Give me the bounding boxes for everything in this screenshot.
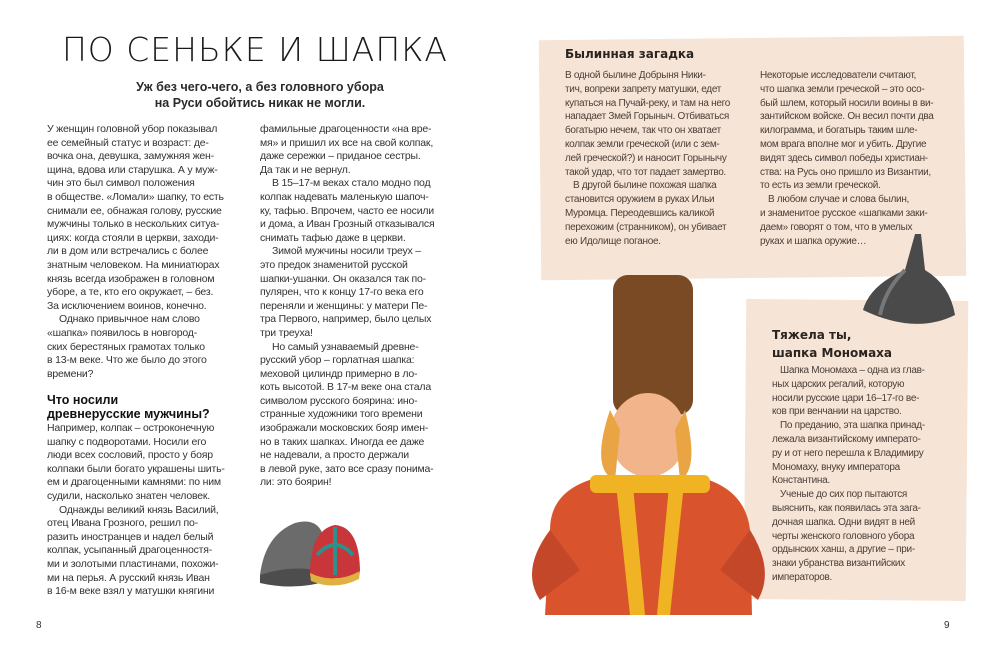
- text-line: зантийском войске. Он весил почти два: [760, 111, 934, 123]
- text-line: пулярен, что к концу 17-го века его: [260, 286, 424, 299]
- text-line: «шапка» появилось в новгород-: [47, 326, 198, 339]
- text-line: Однако привычное нам слово: [59, 313, 200, 326]
- text-line: руках и шапка оружие…: [760, 235, 867, 247]
- text-line: В 15–17-м веках стало модно под: [272, 177, 431, 190]
- text-line: судили, насколько знатен человек.: [47, 489, 210, 502]
- heading-line: древнерусские мужчины?: [47, 406, 210, 421]
- column-2: [260, 123, 434, 490]
- boyar-illustration: [520, 270, 770, 615]
- text-line: отец Ивана Грозного, решил по-: [47, 517, 198, 530]
- subtitle-line: Уж без чего-чего, а без головного убора: [136, 80, 384, 94]
- text-line: но в таких шапках. Иногда ее даже: [260, 435, 425, 448]
- text-line: ли: это боярин!: [260, 476, 332, 489]
- text-line: Ученые до сих пор пытаются: [780, 489, 908, 501]
- title-line: Тяжела ты,: [772, 328, 852, 342]
- text-line: ли в дом или встречались с более: [47, 245, 209, 258]
- text-line: люди всех сословий, просто у бояр: [47, 449, 213, 462]
- text-line: русский убор – горлатная шапка:: [260, 354, 415, 367]
- text-line: ков при венчании на царство.: [772, 406, 902, 418]
- text-line: Шапка Мономаха – одна из глав-: [780, 365, 925, 376]
- text-line: Да так и не вернул.: [260, 163, 351, 176]
- monomakh-text: [772, 364, 925, 585]
- text-line: знатным человеком. На миниатюрах: [47, 258, 220, 271]
- text-line: вочка она, девушка, замужняя жен-: [47, 150, 214, 163]
- text-line: колпак, усыпанный драгоценностя-: [47, 544, 213, 557]
- text-line: это предок знаменитой русской: [260, 258, 408, 271]
- text-line: ордынских ханш, а другие – при-: [772, 544, 915, 556]
- subtitle: [110, 79, 410, 111]
- text-line: циях: когда стояли в церкви, заходи-: [47, 231, 219, 244]
- text-line: мом врага вполне мог и убить. Другие: [760, 138, 927, 150]
- text-line: разить иностранцев и надел белый: [47, 530, 214, 543]
- text-line: императоров.: [772, 571, 832, 583]
- riddle-box-title: Былинная загадка: [565, 47, 695, 61]
- text-line: мя» и пришил их все на свой колпак,: [260, 136, 434, 149]
- text-line: дочная шапка. Одни видят в ней: [772, 516, 915, 528]
- text-line: в 13-м веке. Что же было до этого: [47, 354, 207, 367]
- text-line: щина, вдова или старушка. А у муж-: [47, 163, 218, 176]
- text-line: выяснить, как появилась эта зага-: [772, 502, 921, 514]
- text-line: Муромца. Переодевшись каликой: [565, 207, 715, 219]
- text-line: и знаменитое русское «шапками заки-: [760, 207, 928, 219]
- text-line: меховой цилиндр примерно в ло-: [260, 367, 418, 380]
- text-line: В другой былине похожая шапка: [573, 180, 717, 192]
- text-line: то есть из земли греческой.: [760, 180, 881, 192]
- section-heading: [47, 394, 210, 421]
- text-line: лей греческой?) и наносит Горынычу: [565, 152, 727, 164]
- text-line: Зимой мужчины носили треух –: [272, 245, 421, 258]
- text-line: перехожим (странником), он убивает: [565, 221, 727, 233]
- text-line: купаться на Пучай-реку, и там на него: [565, 97, 731, 109]
- text-line: ру и от него перешла к Владимиру: [772, 447, 924, 459]
- text-line: ее семейный статус и возраст: де-: [47, 136, 209, 149]
- text-line: князь всегда изображен в головном: [47, 272, 215, 285]
- text-line: нападает Змей Горыныч. Отбиваться: [565, 111, 729, 123]
- text-line: и дома, а Иван Грозный отказывался: [260, 218, 435, 231]
- text-line: ку, тафью. Впрочем, часто ее носили: [260, 204, 434, 217]
- face: [610, 393, 686, 477]
- text-line: коть высотой. В 17-м веке она стала: [260, 381, 431, 394]
- text-line: За исключением воинов, конечно.: [47, 299, 207, 312]
- text-line: шапку с подворотами. Носили его: [47, 435, 207, 448]
- page-number-left: 8: [36, 620, 42, 631]
- helmet-icon: [855, 230, 965, 335]
- text-line: становится оружием в руках Ильи: [565, 194, 715, 206]
- text-line: колпак надевать маленькую шапоч-: [260, 190, 429, 203]
- text-line: знаки убранства византийских: [772, 558, 905, 570]
- text-line: Однажды великий князь Василий,: [59, 503, 219, 516]
- text-line: ем и драгоценными камнями: по ним: [47, 476, 221, 489]
- text-line: что шапка земли греческой – это осо-: [760, 83, 925, 95]
- kaftan: [545, 475, 752, 615]
- text-line: чин это был символ положения: [47, 177, 195, 190]
- text-line: Например, колпак – остроконечную: [47, 422, 215, 434]
- text-line: странные художники того времени: [260, 408, 423, 421]
- text-line: ею Идолище поганое.: [565, 235, 661, 247]
- text-line: ных царских регалий, которую: [772, 378, 905, 390]
- text-line: колпак земли греческой (или с зем-: [565, 138, 720, 150]
- riddle-column-1: [565, 69, 730, 248]
- text-line: фамильные драгоценности «на вре-: [260, 123, 432, 135]
- text-line: такой удар, что тот падает замертво.: [565, 166, 727, 178]
- text-line: тра Первого, например, было целых: [260, 313, 432, 326]
- text-line: видят здесь символ победы христиан-: [760, 152, 928, 164]
- text-line: ми и золотыми пластинами, похожи-: [47, 557, 219, 570]
- text-line: переняли и женщины: у матери Пе-: [260, 299, 428, 312]
- page-title: ПО СЕНЬКЕ И ШАПКА: [61, 30, 449, 69]
- text-line: носили русские цари 16–17-го ве-: [772, 392, 920, 404]
- text-line: снимали ее, обнажая голову, русские: [47, 204, 222, 217]
- text-line: ских берестяных грамотах только: [47, 340, 205, 353]
- text-line: В одной былине Добрыня Ники-: [565, 70, 706, 81]
- text-line: лежала византийскому императо-: [772, 433, 921, 445]
- text-line: Константина.: [772, 475, 830, 487]
- text-line: символом русского боярина: ино-: [260, 394, 418, 407]
- text-line: не надевали, а просто держали: [260, 449, 409, 462]
- text-line: Но самый узнаваемый древне-: [272, 340, 419, 353]
- column-1-bottom: [47, 422, 225, 599]
- text-line: Мономаху, внуку императора: [772, 461, 900, 473]
- text-line: времени?: [47, 367, 94, 380]
- text-line: даже сережки – приданое сестры.: [260, 150, 421, 163]
- heading-line: Что носили: [47, 393, 119, 407]
- text-line: снимать тафью даже в церкви.: [260, 231, 406, 244]
- subtitle-line: на Руси обойтись никак не могли.: [154, 96, 366, 110]
- text-line: тич, вопреки запрету матушки, едет: [565, 83, 722, 95]
- text-line: изображали московских бояр имен-: [260, 422, 429, 435]
- text-line: богатырю нечем, так что он хватает: [565, 125, 721, 137]
- text-line: шапки-ушанки. Он оказался так по-: [260, 272, 426, 285]
- text-line: колпаки были богато украшены шить-: [47, 462, 225, 475]
- text-line: мужчины только в нескольких ситуа-: [47, 218, 220, 231]
- text-line: три треуха!: [260, 326, 313, 339]
- text-line: ми на перья. А русский князь Иван: [47, 571, 210, 584]
- text-line: даем» говорят о том, что в умелых: [760, 221, 913, 233]
- page-number-right: 9: [944, 620, 950, 631]
- riddle-column-2: [760, 69, 934, 248]
- text-line: в левой руке, зато все сразу понима-: [260, 462, 434, 475]
- title-line: шапка Мономаха: [772, 346, 893, 360]
- text-line: черты женского головного убора: [772, 530, 915, 542]
- column-1-top: [47, 123, 224, 381]
- text-line: бый шлем, который носили воины в ви-: [760, 97, 934, 109]
- hats-illustration: [255, 505, 365, 595]
- text-line: в обществе. «Ломали» шапку, то есть: [47, 190, 224, 203]
- text-line: в 16-м веке взял у матушки княгини: [47, 585, 215, 598]
- text-line: В любом случае и слова былин,: [768, 194, 910, 206]
- text-line: килограмма, и богатырь таким шле-: [760, 125, 918, 137]
- text-line: У женщин головной убор показывал: [47, 123, 218, 135]
- text-line: уборе, а те, кто его окружает, – без.: [47, 286, 214, 299]
- text-line: По преданию, эта шапка принад-: [780, 420, 925, 432]
- text-line: Некоторые исследователи считают,: [760, 70, 916, 81]
- text-line: ства: на Русь оно пришло из Византии,: [760, 166, 931, 178]
